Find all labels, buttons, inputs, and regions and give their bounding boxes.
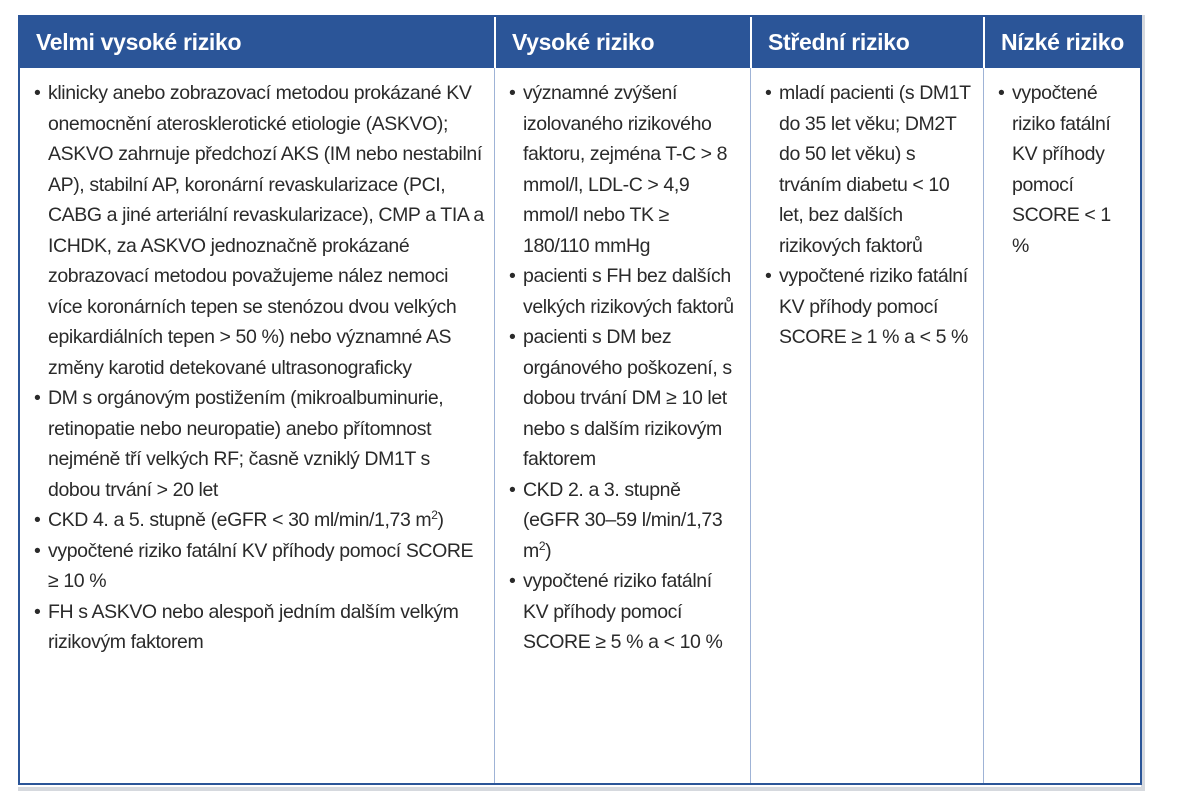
criteria-text: vypočtené riziko fatální KV příhody pomocí SCORE ≥ 10 % xyxy=(48,539,474,592)
table-shadow-bottom xyxy=(18,787,1145,791)
cell-moderate-risk xyxy=(750,68,983,783)
table-header-row xyxy=(20,17,1140,68)
criteria-item xyxy=(765,78,973,261)
bullet-icon: • xyxy=(34,539,41,562)
criteria-text: vypočtené riziko fatální KV příhody pomocí SCORE < 1 % xyxy=(1012,82,1111,257)
header-high-risk: Vysoké riziko xyxy=(494,17,750,68)
criteria-text: DM s orgánovým postižením (mikroalbuminurie, retinopatie nebo neuropatie) anebo přítomnost nejméně tří velkých RF; časně vzniklý DM1T s dobou trvání > 20 let xyxy=(48,387,444,501)
bullet-icon: • xyxy=(765,82,772,104)
criteria-list xyxy=(998,78,1130,261)
criteria-item xyxy=(509,566,740,658)
criteria-list xyxy=(34,78,484,658)
criteria-item xyxy=(34,597,484,658)
criteria-text: CKD 2. a 3. stupně (eGFR 30–59 l/min/1,73 m xyxy=(523,478,723,562)
criteria-item xyxy=(509,261,740,322)
criteria-text: významné zvýšení izolovaného rizikového faktoru, zejména T-C > 8 mmol/l, LDL-C > 4,9 mmol/l nebo TK ≥ 180/110 mmHg xyxy=(523,82,728,257)
criteria-item xyxy=(34,78,484,383)
criteria-item xyxy=(34,383,484,505)
bullet-icon: • xyxy=(34,82,41,104)
criteria-text: pacienti s FH bez dalších velkých rizikových faktorů xyxy=(523,265,734,318)
header-very-high-risk: Velmi vysoké riziko xyxy=(36,29,242,55)
criteria-text: CKD 4. a 5. stupně (eGFR < 30 ml/min/1,73 m xyxy=(48,509,432,531)
criteria-list xyxy=(765,78,973,353)
criteria-item xyxy=(509,78,740,261)
bullet-icon: • xyxy=(509,326,516,348)
bullet-icon: • xyxy=(998,82,1005,104)
bullet-icon: • xyxy=(34,600,41,623)
header-low-risk: Nízké riziko xyxy=(983,17,1140,68)
table-body-row xyxy=(20,68,1140,783)
bullet-icon: • xyxy=(34,509,41,531)
bullet-icon: • xyxy=(509,82,516,104)
criteria-item xyxy=(998,78,1130,261)
cell-high-risk xyxy=(494,68,750,783)
criteria-text-suffix: ) xyxy=(545,539,552,562)
cell-low-risk xyxy=(983,68,1140,783)
bullet-icon: • xyxy=(509,478,516,501)
criteria-text: pacienti s DM bez orgánového poškození, s dobou trvání DM ≥ 10 let nebo s dalším rizikovým faktorem xyxy=(523,326,732,470)
bullet-icon: • xyxy=(509,265,516,287)
risk-category-table xyxy=(18,15,1142,785)
criteria-text: vypočtené riziko fatální KV příhody pomocí SCORE ≥ 1 % a < 5 % xyxy=(779,265,968,348)
superscript: 2 xyxy=(431,508,438,522)
criteria-list xyxy=(509,78,740,658)
header-moderate-risk: Střední riziko xyxy=(750,17,983,68)
criteria-item xyxy=(509,322,740,475)
bullet-icon: • xyxy=(509,570,516,592)
criteria-item xyxy=(509,475,740,567)
criteria-text: FH s ASKVO nebo alespoň jedním dalším velkým rizikovým faktorem xyxy=(48,600,459,653)
criteria-text: mladí pacienti (s DM1T do 35 let věku; DM2T do 50 let věku) s trváním diabetu < 10 let, bez dalších rizikových faktorů xyxy=(779,82,971,257)
criteria-text: klinicky anebo zobrazovací metodou prokázané KV onemocnění aterosklerotické etiologie (ASKVO); ASKVO zahrnuje předchozí AKS (IM nebo nestabilní AP), stabilní AP, koronární revaskularizace (PCI, CABG a jiné arteriální revaskularizace), CMP a TIA a ICHDK, za ASKVO jednoznačně prokázané zobrazovací metodou považujeme nález nemoci více koronárních tepen se stenózou dvou velkých epikardiálních tepen > 50 %) nebo významné AS změny karotid detekované ultrasonograficky xyxy=(48,82,484,379)
bullet-icon: • xyxy=(34,387,41,409)
criteria-text: vypočtené riziko fatální KV příhody pomocí SCORE ≥ 5 % a < 10 % xyxy=(523,570,723,653)
criteria-text-suffix: ) xyxy=(437,509,444,531)
criteria-item xyxy=(34,505,484,536)
criteria-item xyxy=(765,261,973,353)
criteria-item xyxy=(34,536,484,597)
cell-very-high-risk xyxy=(20,68,494,783)
bullet-icon: • xyxy=(765,265,772,287)
superscript: 2 xyxy=(538,538,546,553)
